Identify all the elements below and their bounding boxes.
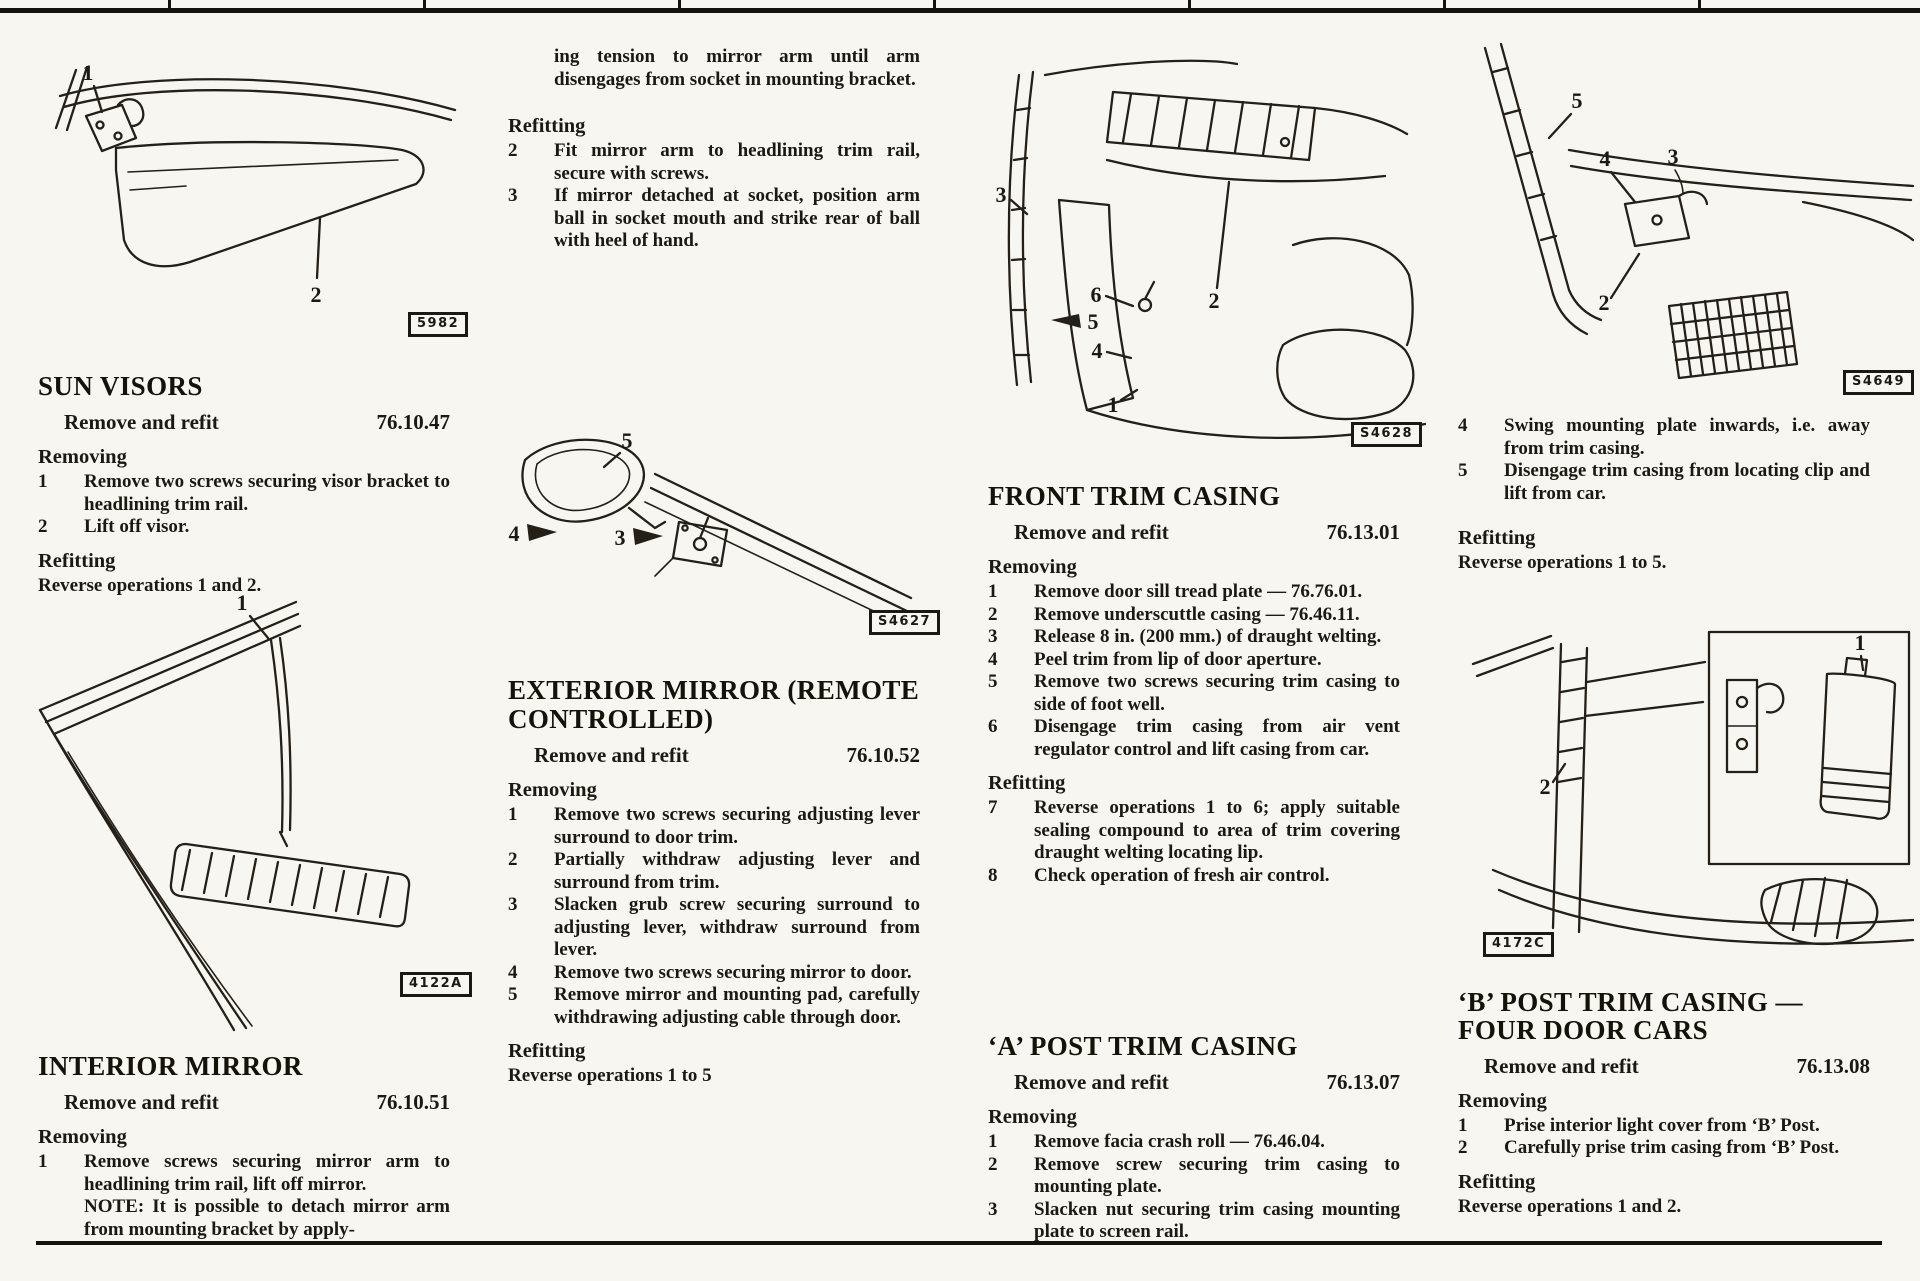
- interior-mirror-drawing: [28, 582, 468, 1032]
- list-item: [1458, 1115, 1870, 1138]
- callout-5: 5: [621, 428, 633, 453]
- section-title: SUN VISORS: [38, 371, 203, 401]
- item-text: Remove two screws securing visor bracket to headlining trim rail.: [84, 471, 450, 515]
- sun-visor-drawing: [30, 50, 465, 350]
- removing-heading: Removing: [1458, 1089, 1547, 1112]
- item-number: 2: [38, 516, 48, 538]
- figure-number-badge: 5982: [408, 312, 468, 337]
- item-number: 2: [508, 140, 518, 161]
- list-item: [508, 185, 920, 253]
- item-number: 3: [508, 185, 518, 206]
- item-text: [84, 1151, 450, 1241]
- removing-heading: Removing: [38, 446, 127, 469]
- callout-3: 3: [614, 525, 626, 550]
- item-text: Remove two screws securing trim casing to side of foot well.: [1034, 671, 1400, 715]
- list-item: [38, 471, 450, 516]
- item-text: Release 8 in. (200 mm.) of draught welting.: [1034, 626, 1382, 648]
- item-number: 3: [988, 626, 998, 648]
- callout-4: 4: [1091, 338, 1103, 363]
- item-number: 4: [508, 961, 518, 983]
- item-text: Slacken nut securing trim casing mounting plate to screen rail.: [1034, 1198, 1400, 1243]
- refitting-text: Reverse operations 1 to 5.: [1458, 552, 1667, 573]
- list-item: [988, 671, 1400, 716]
- continuation-text: ing tension to mirror arm until arm disengages from socket in mounting bracket.: [554, 46, 920, 90]
- post-trim-drawing: [1453, 42, 1918, 402]
- operation-line: [988, 520, 1400, 545]
- list-item: [1458, 460, 1870, 505]
- item-text: If mirror detached at socket, position arm ball in socket mouth and strike rear of ball with heel of hand.: [554, 185, 920, 251]
- callout-6: 6: [1090, 282, 1102, 307]
- operation-ref: 76.10.47: [376, 410, 450, 435]
- figure-interior-mirror: [28, 582, 468, 1032]
- operation-name: Remove and refit: [64, 410, 219, 435]
- refitting-text: Reverse operations 1 to 5: [508, 1065, 712, 1087]
- section-interior-mirror: [38, 1052, 450, 1241]
- removing-heading: Removing: [38, 1126, 127, 1149]
- note: [84, 1196, 450, 1241]
- item-text: Peel trim from lip of door aperture.: [1034, 648, 1322, 670]
- list-item: [988, 604, 1400, 627]
- item-text: Swing mounting plate inwards, i.e. away from trim casing.: [1504, 415, 1870, 459]
- item-number: 5: [988, 671, 998, 693]
- item-number: 1: [988, 581, 998, 603]
- callout-3: 3: [995, 182, 1007, 207]
- callout-1: 1: [236, 590, 248, 615]
- figure-number-badge: 4122A: [400, 972, 472, 997]
- operation-line: [38, 1090, 450, 1115]
- item-number: 6: [988, 716, 998, 738]
- item-number: 2: [988, 603, 998, 625]
- list-item: [988, 865, 1400, 888]
- list-item: [508, 849, 920, 894]
- refitting-heading: Refitting: [988, 772, 1066, 795]
- operation-line: [988, 1070, 1400, 1095]
- callout-1: 1: [82, 60, 94, 85]
- refitting-heading: Refitting: [508, 1040, 586, 1063]
- item-number: 1: [38, 471, 48, 493]
- removing-heading: Removing: [988, 1106, 1077, 1129]
- item-number: 5: [1458, 460, 1468, 481]
- item-text: Remove mirror and mounting pad, carefully withdrawing adjusting cable through door.: [554, 984, 920, 1028]
- operation-line: [508, 743, 920, 768]
- list-item: [988, 649, 1400, 672]
- section-title: EXTERIOR MIRROR (REMOTE CONTROLLED): [508, 675, 920, 735]
- operation-ref: 76.13.08: [1796, 1053, 1870, 1078]
- callout-4: 4: [1599, 146, 1611, 171]
- item-text: Remove two screws securing adjusting lever surround to door trim.: [554, 804, 920, 848]
- item-number: 1: [508, 804, 518, 826]
- item-text: Check operation of fresh air control.: [1034, 864, 1330, 886]
- item-text: Carefully prise trim casing from ‘B’ Post.: [1504, 1137, 1840, 1159]
- list-item: [1458, 415, 1870, 460]
- section-interior-mirror-continued: [508, 46, 920, 253]
- item-text: Remove door sill tread plate — 76.76.01.: [1034, 581, 1363, 603]
- item-number: 1: [1458, 1114, 1468, 1136]
- list-item: [1458, 1137, 1870, 1160]
- item-text: Remove two screws securing mirror to door.: [554, 961, 912, 983]
- item-number: 1: [38, 1151, 48, 1173]
- refitting-heading: Refitting: [1458, 1170, 1536, 1193]
- item-text: Remove underscuttle casing — 76.46.11.: [1034, 603, 1360, 625]
- list-item: [988, 797, 1400, 865]
- list-item: [988, 716, 1400, 761]
- operation-name: Remove and refit: [64, 1090, 219, 1115]
- refitting-text: Reverse operations 1 and 2.: [1458, 1195, 1682, 1217]
- list-item: [508, 894, 920, 962]
- list-item: [988, 581, 1400, 604]
- top-rule: [0, 8, 1920, 13]
- item-text: Disengage trim casing from air vent regulator control and lift casing from car.: [1034, 716, 1400, 760]
- item-text: Prise interior light cover from ‘B’ Post.: [1504, 1114, 1820, 1136]
- figure-sun-visor: [30, 50, 465, 350]
- list-item: [508, 140, 920, 185]
- operation-name: Remove and refit: [1014, 1070, 1169, 1095]
- list-item: [988, 626, 1400, 649]
- callout-2: 2: [1598, 290, 1610, 315]
- bottom-rule: [36, 1241, 1882, 1245]
- figure-number-badge: 4172C: [1483, 932, 1554, 957]
- operation-line: [1458, 1054, 1870, 1079]
- figure-number-badge: S4627: [869, 610, 940, 635]
- item-number: 4: [988, 648, 998, 670]
- item-text: Disengage trim casing from locating clip and lift from car.: [1504, 460, 1870, 504]
- item-number: 1: [988, 1131, 998, 1153]
- figure-exterior-mirror: [503, 426, 932, 666]
- section-title: FRONT TRIM CASING: [988, 481, 1281, 511]
- item-text: Fit mirror arm to headlining trim rail, secure with screws.: [554, 140, 920, 184]
- figure-b-post-trim: [1465, 618, 1920, 990]
- list-item: [508, 984, 920, 1029]
- operation-ref: 76.10.52: [846, 743, 920, 768]
- item-number: 4: [1458, 415, 1468, 436]
- operation-ref: 76.10.51: [376, 1090, 450, 1115]
- operation-name: Remove and refit: [534, 743, 689, 768]
- section-sun-visors: [38, 372, 450, 597]
- operation-ref: 76.13.01: [1326, 520, 1400, 545]
- refitting-heading: Refitting: [38, 549, 116, 572]
- figure-front-trim-casing: [985, 50, 1440, 465]
- callout-3: 3: [1667, 144, 1679, 169]
- list-item: [988, 1154, 1400, 1199]
- item-number: 2: [988, 1153, 998, 1175]
- item-number: 5: [508, 984, 518, 1006]
- operation-name: Remove and refit: [1484, 1053, 1639, 1078]
- list-item: [38, 1151, 450, 1241]
- refitting-heading: Refitting: [1458, 527, 1536, 549]
- item-text-main: Remove screws securing mirror arm to headlining trim rail, lift off mirror.: [84, 1151, 450, 1195]
- callout-1: 1: [1107, 392, 1119, 417]
- section-front-trim-casing: [988, 482, 1400, 887]
- item-number: 3: [508, 894, 518, 916]
- item-number: 7: [988, 797, 998, 819]
- item-text: Partially withdraw adjusting lever and surround from trim.: [554, 849, 920, 893]
- removing-heading: Removing: [988, 556, 1077, 579]
- operation-line: [38, 410, 450, 435]
- item-number: 2: [1458, 1137, 1468, 1159]
- figure-number-badge: S4649: [1843, 370, 1914, 395]
- section-a-post-trim-casing: [988, 1032, 1400, 1244]
- front-trim-drawing: [985, 50, 1440, 465]
- callout-5: 5: [1571, 88, 1583, 113]
- section-b-post-trim-casing: [1458, 988, 1870, 1218]
- section-exterior-mirror: [508, 676, 920, 1088]
- item-text: Reverse operations 1 to 6; apply suitable sealing compound to area of trim covering draught welting locating lip.: [1034, 797, 1400, 864]
- callout-2: 2: [1208, 288, 1220, 313]
- callout-2: 2: [310, 282, 322, 307]
- item-text: Slacken grub screw securing surround to adjusting lever, withdraw surround from lever.: [554, 894, 920, 961]
- note-text: It is possible to detach mirror arm from mounting bracket by apply-: [84, 1196, 450, 1240]
- callout-4: 4: [508, 521, 520, 546]
- exterior-mirror-drawing: [503, 426, 918, 666]
- refitting-heading: Refitting: [508, 115, 586, 137]
- figure-post-trim-top: [1453, 42, 1918, 402]
- section-title: ‘A’ POST TRIM CASING: [988, 1031, 1298, 1061]
- list-item: [988, 1199, 1400, 1244]
- refitting-text: Reverse operations 1 and 2.: [38, 574, 262, 596]
- item-number: 3: [988, 1198, 998, 1220]
- item-text: Remove screw securing trim casing to mounting plate.: [1034, 1153, 1400, 1198]
- callout-5: 5: [1087, 309, 1099, 334]
- item-number: 8: [988, 864, 998, 886]
- list-item: [38, 516, 450, 539]
- note-label: NOTE:: [84, 1196, 145, 1218]
- callout-2: 2: [1539, 774, 1551, 799]
- figure-number-badge: S4628: [1351, 422, 1422, 447]
- section-title: ‘B’ POST TRIM CASING — FOUR DOOR CARS: [1458, 987, 1803, 1046]
- section-post-trim-continued: [1458, 415, 1870, 575]
- section-title: INTERIOR MIRROR: [38, 1051, 303, 1081]
- list-item: [988, 1131, 1400, 1154]
- item-number: 2: [508, 849, 518, 871]
- list-item: [508, 962, 920, 985]
- operation-name: Remove and refit: [1014, 520, 1169, 545]
- callout-1: 1: [1854, 630, 1866, 655]
- list-item: [508, 804, 920, 849]
- item-text: Lift off visor.: [84, 516, 190, 538]
- top-edge-ticks: [0, 0, 1920, 8]
- operation-ref: 76.13.07: [1326, 1070, 1400, 1095]
- removing-heading: Removing: [508, 779, 597, 802]
- item-text: Remove facia crash roll — 76.46.04.: [1034, 1131, 1325, 1153]
